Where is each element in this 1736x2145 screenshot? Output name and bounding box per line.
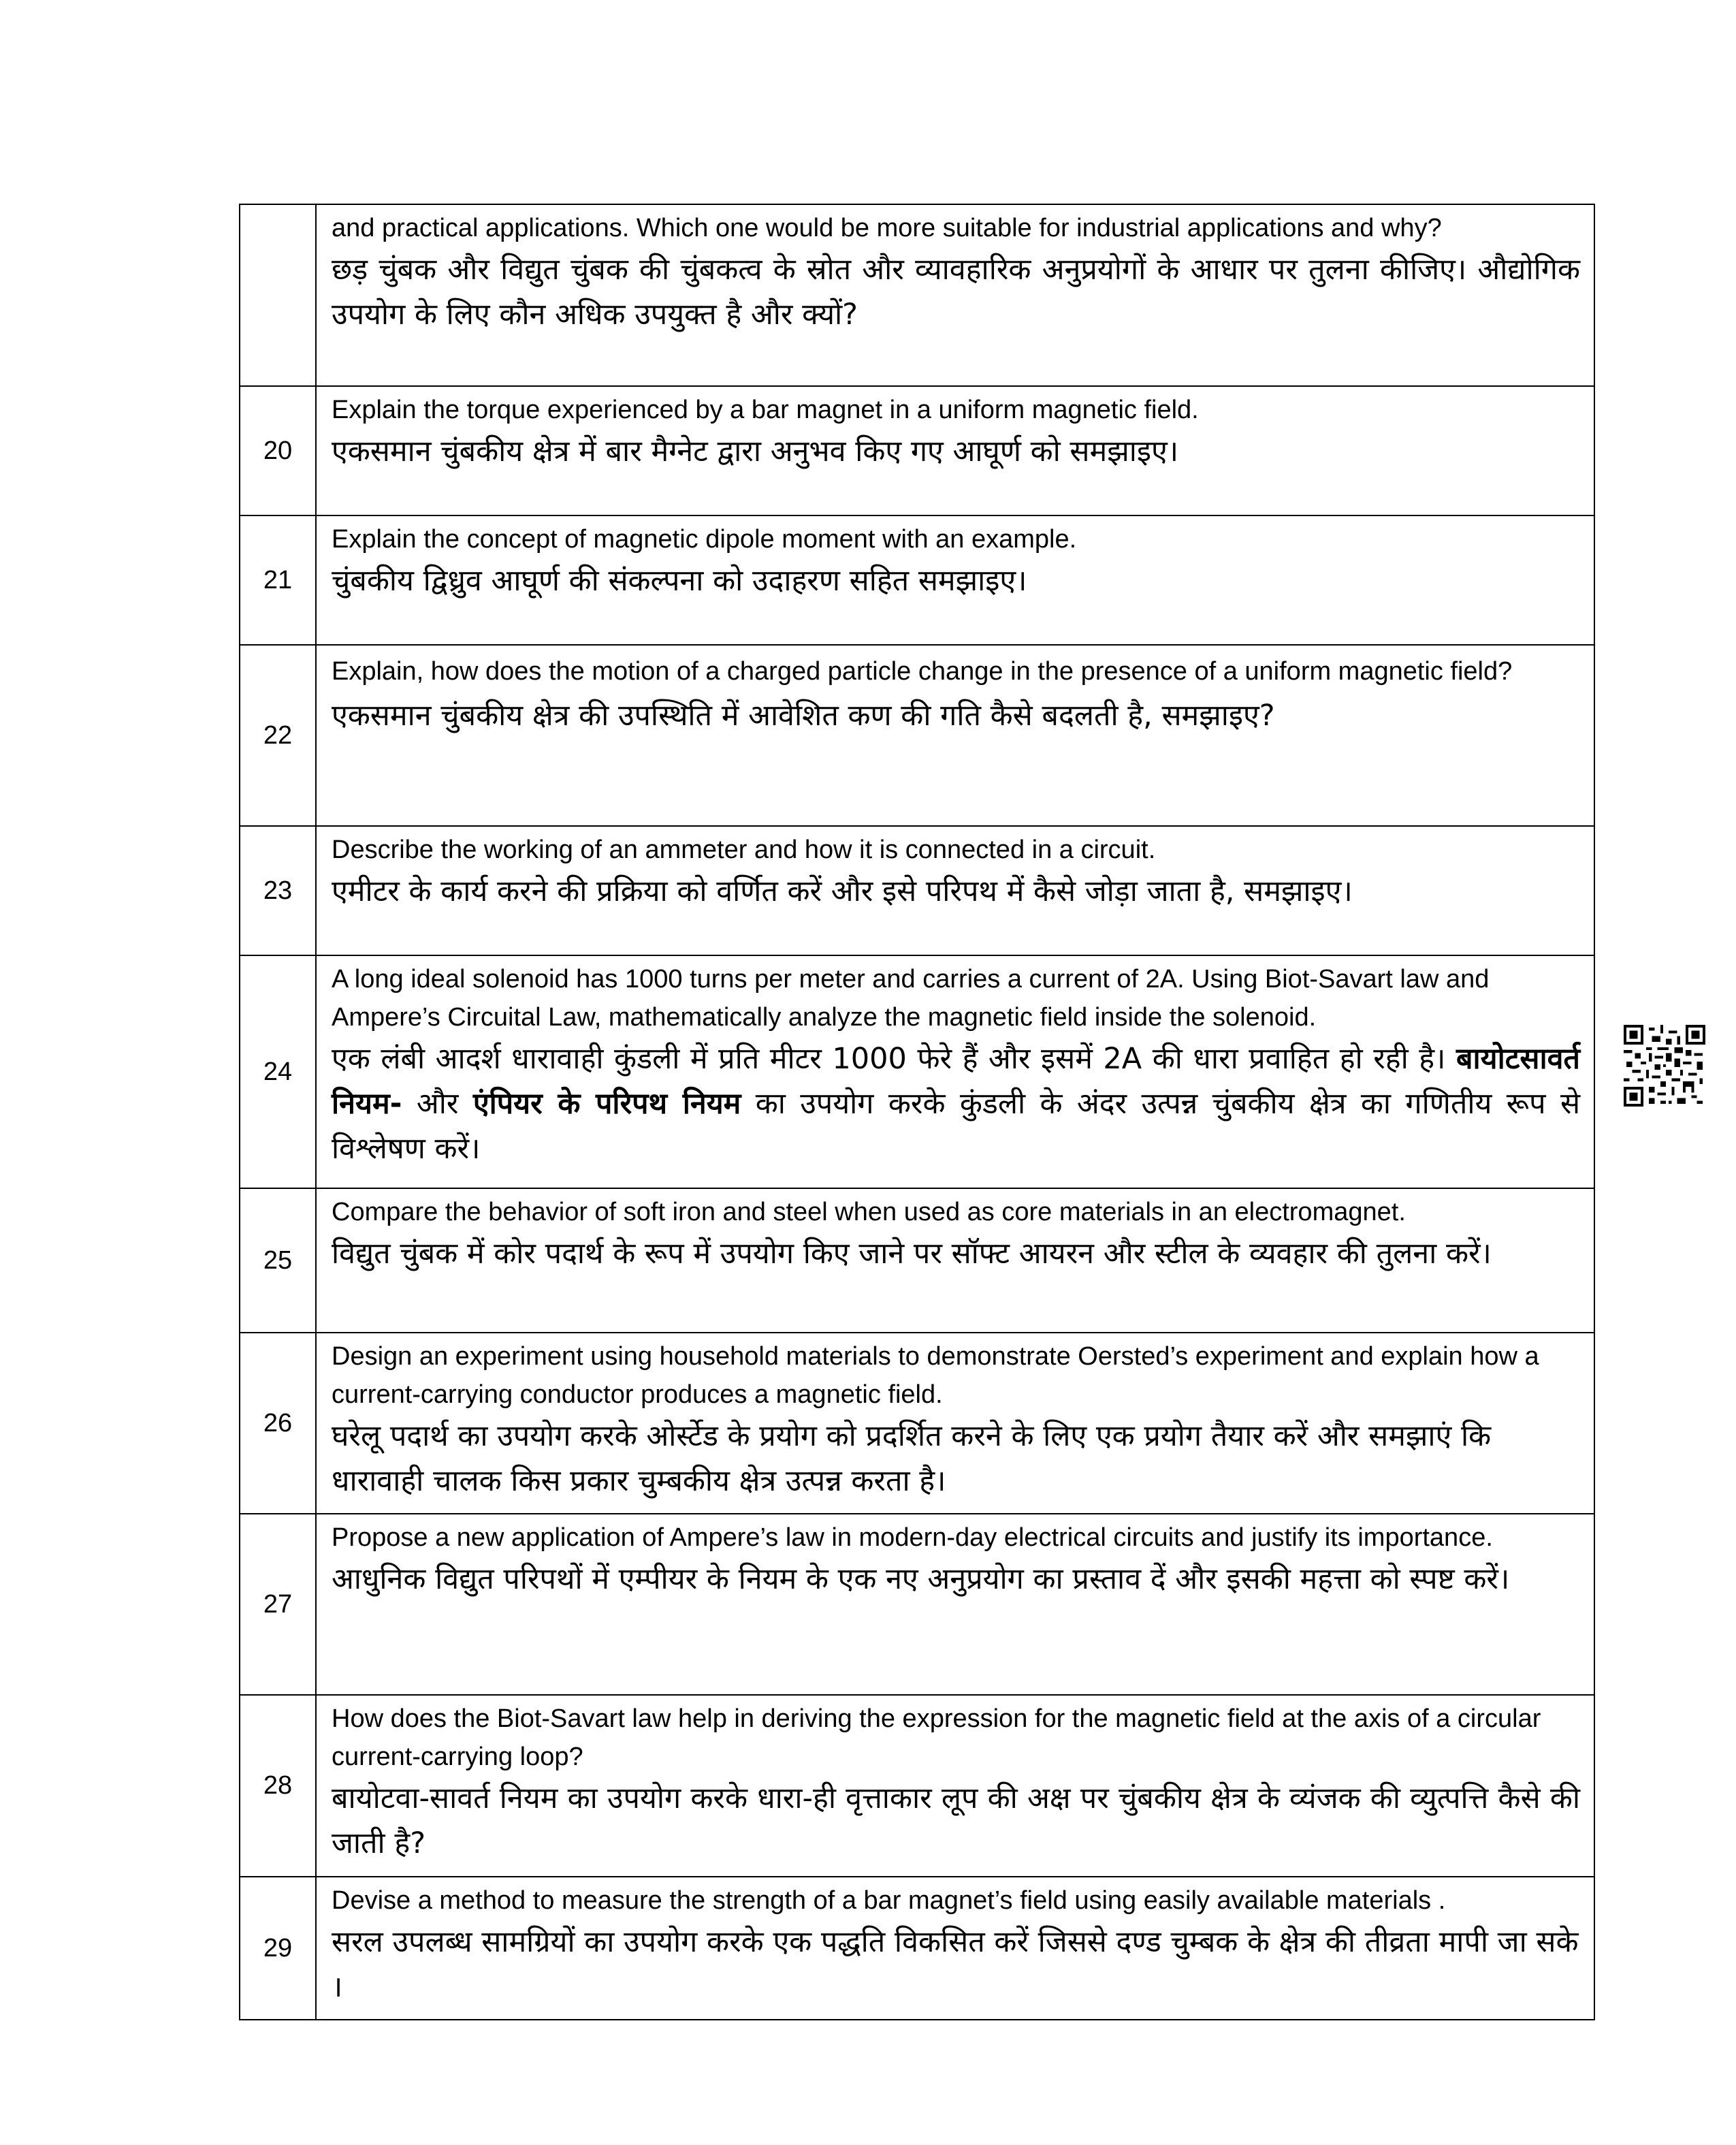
question-text bbox=[316, 1877, 1594, 2020]
question-text bbox=[316, 645, 1594, 826]
hindi-segment: और bbox=[416, 1087, 459, 1121]
question-text bbox=[316, 204, 1594, 386]
question-english: Explain the torque experienced by a bar magnet in a uniform magnetic field. bbox=[332, 396, 1199, 424]
hindi-segment: एक लंबी आदर्श धारावाही कुंडली में प्रति मीटर 1000 फेरे हैं और इसमें 2A की धारा प्रवाहित हो रही है। bbox=[332, 1042, 1446, 1076]
hindi-bold-term: बायोटसावर्त नियम- bbox=[332, 1042, 1581, 1121]
question-english: and practical applications. Which one would be more suitable for industrial applications and why? bbox=[332, 214, 1442, 242]
question-number: 27 bbox=[240, 1514, 316, 1695]
hindi-segment: का उपयोग करके कुंडली के अंदर उत्पन्न चुंबकीय क्षेत्र का गणितीय रूप से विश्लेषण करें। bbox=[332, 1087, 1581, 1166]
table-row bbox=[240, 1188, 1594, 1333]
question-hindi: बायोटवा-सावर्त नियम का उपयोग करके धारा-ही वृत्ताकार लूप की अक्ष पर चुंबकीय क्षेत्र के व्यंजक की व्युत्पत्ति कैसे की जाती है? bbox=[332, 1781, 1580, 1860]
table-row bbox=[240, 1514, 1594, 1695]
question-text bbox=[316, 826, 1594, 955]
question-hindi: एमीटर के कार्य करने की प्रक्रिया को वर्णित करें और इसे परिपथ में कैसे जोड़ा जाता है, समझाइए। bbox=[332, 874, 1353, 908]
question-hindi: घरेलू पदार्थ का उपयोग करके ओर्स्टेड के प्रयोग को प्रदर्शित करने के लिए एक प्रयोग तैयार करें और समझाएं कि धारावाही चालक किस प्रकार चुम्बकीय क्षेत्र उत्पन्न करता है। bbox=[332, 1419, 1492, 1498]
table-row bbox=[240, 645, 1594, 826]
question-hindi: सरल उपलब्ध सामग्रियों का उपयोग करके एक पद्धति विकसित करें जिससे दण्ड चुम्बक के क्षेत्र की तीव्रता मापी जा सके । bbox=[332, 1925, 1579, 2004]
question-text bbox=[316, 515, 1594, 645]
question-table bbox=[239, 204, 1595, 2020]
question-text bbox=[316, 1695, 1594, 1877]
question-english: A long ideal solenoid has 1000 turns per meter and carries a current of 2A. Using Biot-Savart law and Ampere’s Circuital Law, mathematically analyze the magnetic field inside the solenoid. bbox=[332, 965, 1490, 1032]
table-row bbox=[240, 955, 1594, 1188]
question-text bbox=[316, 386, 1594, 515]
question-english: Devise a method to measure the strength of a bar magnet’s field using easily available materials . bbox=[332, 1886, 1446, 1915]
question-english: Explain the concept of magnetic dipole moment with an example. bbox=[332, 525, 1077, 554]
question-number: 26 bbox=[240, 1333, 316, 1514]
question-english: Explain, how does the motion of a charged particle change in the presence of a uniform magnetic field? bbox=[332, 657, 1513, 686]
question-english: How does the Biot-Savart law help in deriving the expression for the magnetic field at the axis of a circular current-carrying loop? bbox=[332, 1704, 1541, 1771]
question-text bbox=[316, 1333, 1594, 1514]
question-english: Propose a new application of Ampere’s law in modern-day electrical circuits and justify its importance. bbox=[332, 1523, 1493, 1552]
question-hindi: आधुनिक विद्युत परिपथों में एम्पीयर के नियम के एक नए अनुप्रयोग का प्रस्ताव दें और इसकी महत्ता को स्पष्ट करें। bbox=[332, 1562, 1510, 1596]
question-english: Describe the working of an ammeter and how it is connected in a circuit. bbox=[332, 836, 1156, 864]
hindi-bold-term: एंपियर के परिपथ नियम bbox=[472, 1087, 741, 1121]
table-row bbox=[240, 1877, 1594, 2020]
question-hindi: एकसमान चुंबकीय क्षेत्र की उपस्थिति में आवेशित कण की गति कैसे बदलती है, समझाइए? bbox=[332, 699, 1275, 733]
table-row bbox=[240, 515, 1594, 645]
question-hindi: छड़ चुंबक और विद्युत चुंबक की चुंबकत्व के स्रोत और व्यावहारिक अनुप्रयोगों के आधार पर तुलना कीजिए। औद्योगिक उपयोग के लिए कौन अधिक उपयुक्त है और क्यों? bbox=[332, 253, 1580, 332]
question-number: 28 bbox=[240, 1695, 316, 1877]
question-number bbox=[240, 204, 316, 386]
question-number: 22 bbox=[240, 645, 316, 826]
table-row bbox=[240, 1695, 1594, 1877]
question-text bbox=[316, 955, 1594, 1188]
question-number: 29 bbox=[240, 1877, 316, 2020]
question-text bbox=[316, 1188, 1594, 1333]
question-text bbox=[316, 1514, 1594, 1695]
question-english: Compare the behavior of soft iron and steel when used as core materials in an electromagnet. bbox=[332, 1198, 1406, 1226]
qr-code-icon bbox=[1624, 1025, 1705, 1107]
table-row bbox=[240, 826, 1594, 955]
question-number: 25 bbox=[240, 1188, 316, 1333]
table-row bbox=[240, 386, 1594, 515]
question-number: 20 bbox=[240, 386, 316, 515]
question-english: Design an experiment using household materials to demonstrate Oersted’s experiment and explain how a current-carrying conductor produces a magnetic field. bbox=[332, 1342, 1539, 1409]
table-row bbox=[240, 204, 1594, 386]
question-hindi: एकसमान चुंबकीय क्षेत्र में बार मैग्नेट द्वारा अनुभव किए गए आघूर्ण को समझाइए। bbox=[332, 434, 1179, 468]
question-number: 24 bbox=[240, 955, 316, 1188]
table-row bbox=[240, 1333, 1594, 1514]
question-number: 21 bbox=[240, 515, 316, 645]
question-hindi: चुंबकीय द्विध्रुव आघूर्ण की संकल्पना को उदाहरण सहित समझाइए। bbox=[332, 564, 1027, 598]
question-hindi bbox=[332, 1036, 1580, 1171]
question-hindi: विद्युत चुंबक में कोर पदार्थ के रूप में उपयोग किए जाने पर सॉफ्ट आयरन और स्टील के व्यवहार की तुलना करें। bbox=[332, 1237, 1492, 1271]
question-number: 23 bbox=[240, 826, 316, 955]
